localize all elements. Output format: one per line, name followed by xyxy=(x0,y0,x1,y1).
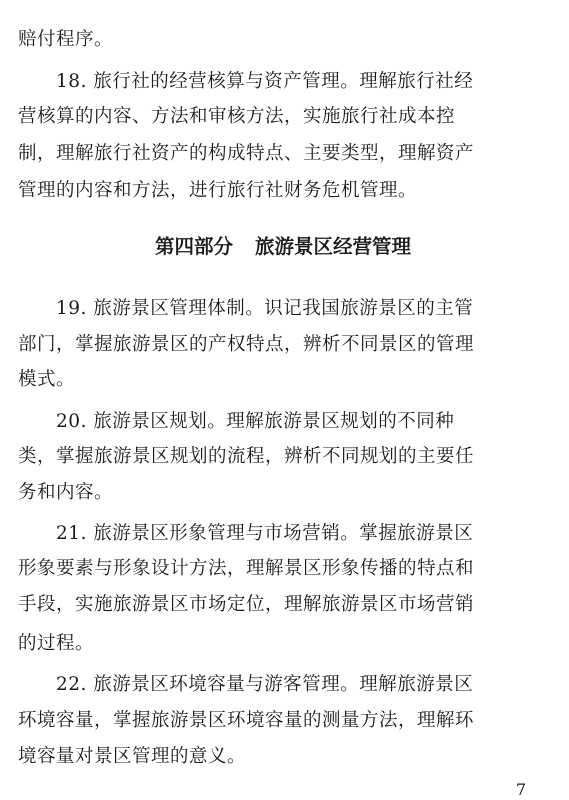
text-line: 模式。 xyxy=(18,369,76,390)
text-line: 务和内容。 xyxy=(18,482,114,503)
page-number: 7 xyxy=(515,780,526,799)
text-line: 19. 旅游景区管理体制。识记我国旅游景区的主管 xyxy=(18,298,474,319)
text-line: 营核算的内容、方法和审核方法，实施旅行社成本控 xyxy=(18,106,456,127)
text-line: 类，掌握旅游景区规划的流程，辨析不同规划的主要任 xyxy=(18,446,475,467)
section-heading xyxy=(18,234,548,260)
document-page xyxy=(18,0,548,799)
text-line: 环境容量，掌握旅游景区环境容量的测量方法，理解环 xyxy=(18,710,475,731)
text-line: 22. 旅游景区环境容量与游客管理。理解旅游景区 xyxy=(18,674,474,695)
text-line: 18. 旅行社的经营核算与资产管理。理解旅行社经 xyxy=(18,71,474,92)
text-line: 赔付程序。 xyxy=(18,29,114,50)
text-line: 的过程。 xyxy=(18,633,95,654)
text-line: 形象要素与形象设计方法，理解景区形象传播的特点和 xyxy=(18,558,475,579)
text-line: 境容量对景区管理的意义。 xyxy=(18,746,247,767)
section-heading-title: 旅游景区经营管理 xyxy=(255,235,412,258)
text-line: 手段，实施旅游景区市场定位，理解旅游景区市场营销 xyxy=(18,594,475,615)
text-line: 21. 旅游景区形象管理与市场营销。掌握旅游景区 xyxy=(18,523,474,544)
text-line: 部门，掌握旅游景区的产权特点，辨析不同景区的管理 xyxy=(18,334,475,355)
text-line: 制，理解旅行社资产的构成特点、主要类型，理解资产 xyxy=(18,143,475,164)
text-line: 管理的内容和方法，进行旅行社财务危机管理。 xyxy=(18,180,418,201)
section-heading-part: 第四部分 xyxy=(154,235,233,258)
text-line: 20. 旅游景区规划。理解旅游景区规划的不同种 xyxy=(18,411,455,432)
